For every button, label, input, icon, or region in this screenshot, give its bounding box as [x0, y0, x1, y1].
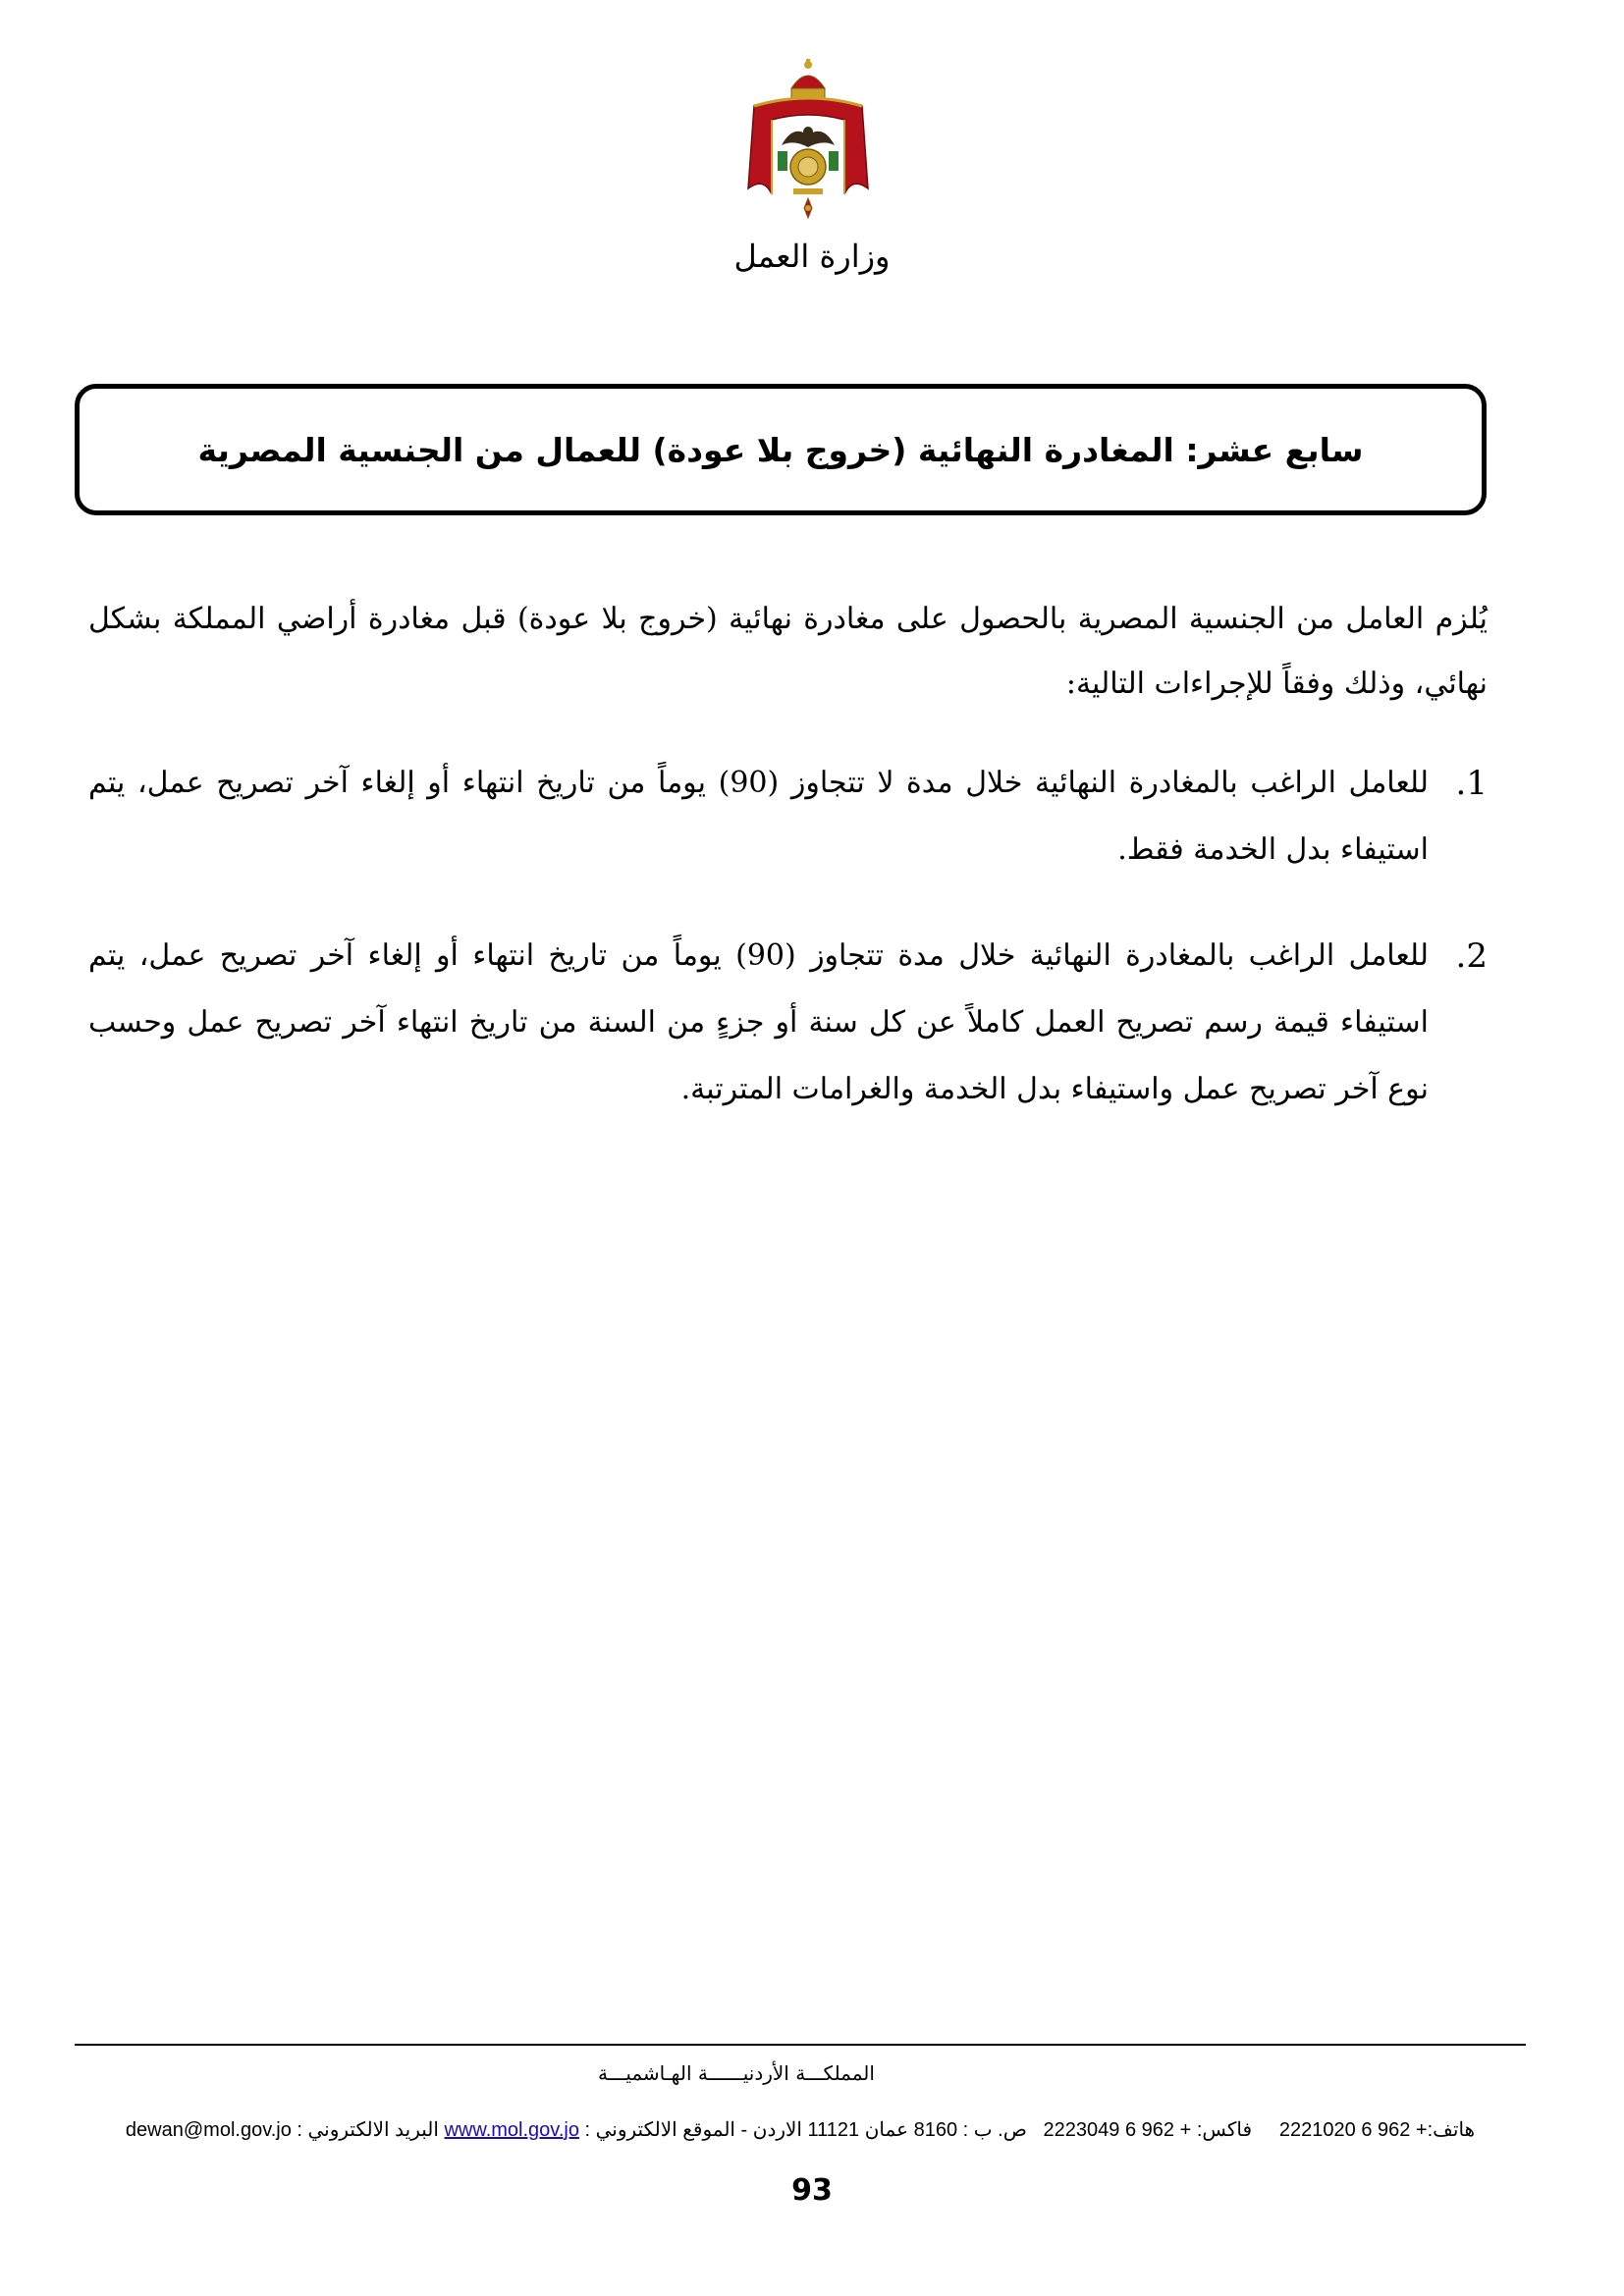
list-item-number: 1.: [1455, 764, 1488, 803]
website-link[interactable]: www.mol.gov.jo: [444, 2119, 579, 2141]
list-item-text: للعامل الراغب بالمغادرة النهائية خلال مدة تتجاوز (90) يوماً من تاريخ انتهاء أو إلغاء آخر تصريح عمل، يتم استيفاء قيمة رسم تصريح العمل كاملاً عن كل سنة أو جزءٍ من السنة من تاريخ انتهاء آخر تصريح عمل وحسب نوع آخر تصريح عمل واستيفاء بدل الخدمة والغرامات المترتبة.: [88, 938, 1429, 1106]
list-item-number: 2.: [1455, 936, 1488, 976]
list-item: [88, 750, 1488, 883]
footer-kingdom-name: المملكـــة الأردنيــــــة الهـاشميـــة: [598, 2061, 875, 2085]
page-number: 93: [791, 2173, 833, 2208]
footer-fax: فاكس: + 962 6 2223049: [1043, 2119, 1253, 2141]
ministry-name: وزارة العمل: [733, 238, 891, 275]
list-item-text: للعامل الراغب بالمغادرة النهائية خلال مدة لا تتجاوز (90) يوماً من تاريخ انتهاء أو إلغاء آخر تصريح عمل، يتم استيفاء بدل الخدمة فقط.: [88, 766, 1429, 867]
crown-icon: [791, 59, 825, 102]
intro-paragraph: يُلزم العامل من الجنسية المصرية بالحصول على مغادرة نهائية (خروج بلا عودة) قبل مغادرة أراضي المملكة بشكل نهائي، وذلك وفقاً للإجراءات التالية:: [88, 602, 1488, 701]
list-item: [88, 923, 1488, 1123]
footer-divider: [75, 2044, 1526, 2046]
jordan-coat-of-arms-icon: [734, 59, 882, 236]
footer-address: ص. ب : 8160 عمان 11121 الاردن - الموقع الالكتروني :: [584, 2119, 1027, 2141]
footer-phone: هاتف:+ 962 6 2221020: [1278, 2119, 1476, 2141]
footer-email[interactable]: dewan@mol.gov.jo: [125, 2119, 292, 2141]
eagle-icon: [782, 127, 835, 147]
footer-contact-line: [104, 2117, 1496, 2142]
footer-email-label: البريد الالكتروني :: [297, 2119, 439, 2141]
section-title-box: [75, 384, 1487, 515]
section-title: سابع عشر: المغادرة النهائية (خروج بلا عودة) للعمال من الجنسية المصرية: [197, 430, 1364, 469]
